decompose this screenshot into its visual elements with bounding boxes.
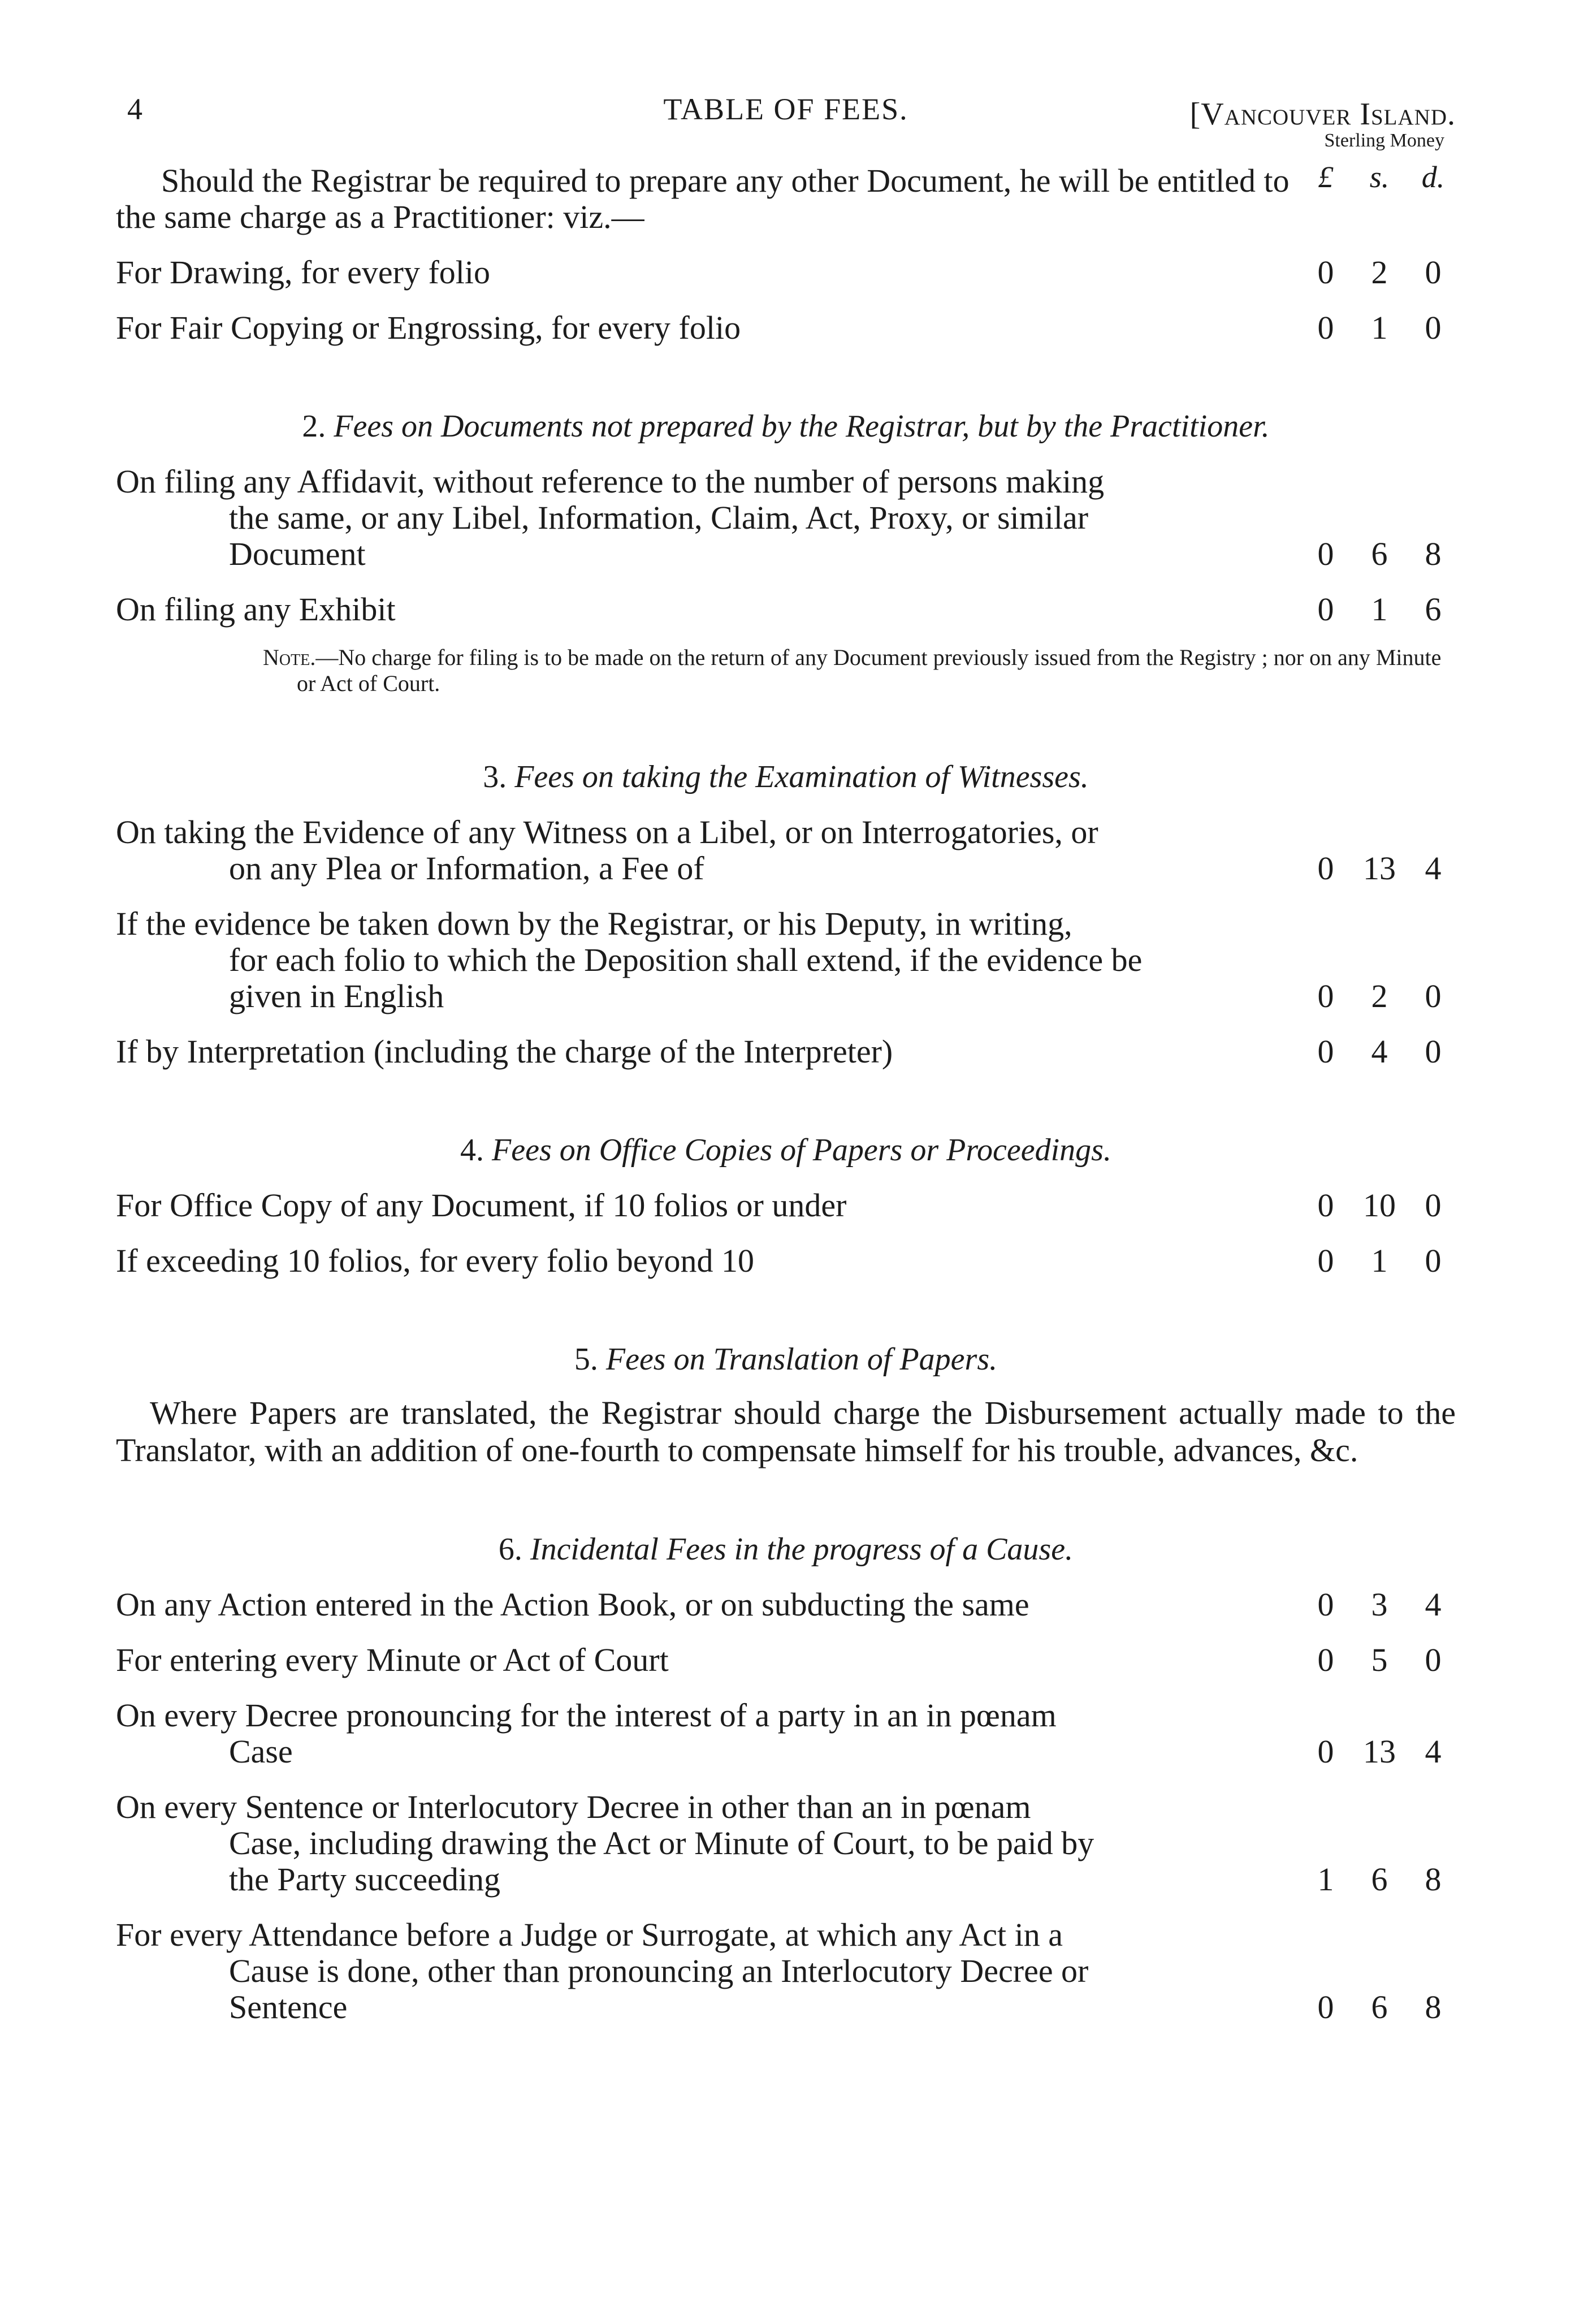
fee-description-line: If exceeding 10 folios, for every folio beyond 10: [116, 1242, 755, 1279]
fee-amount: [1303, 1734, 1456, 1770]
fee-shillings: 6: [1371, 535, 1388, 572]
fee-description-line: For Fair Copying or Engrossing, for every folio: [116, 309, 741, 346]
fee-amount: [1303, 591, 1456, 628]
fee-description-line: On filing any Affidavit, without reference to the number of persons making: [116, 463, 1105, 500]
fee-description-line: If by Interpretation (including the charge of the Interpreter): [116, 1033, 893, 1070]
section-2-items: [116, 464, 1456, 628]
fee-description: [116, 591, 1456, 628]
fee-item: [116, 814, 1456, 887]
fee-amount: [1303, 1034, 1456, 1070]
fee-item: [116, 464, 1456, 572]
shillings-symbol: s.: [1369, 160, 1390, 194]
section-title: Fees on Office Copies of Papers or Proceedings.: [492, 1133, 1111, 1168]
fee-item: [116, 906, 1456, 1014]
fee-pounds: 0: [1317, 591, 1334, 628]
pounds-symbol: £: [1318, 160, 1334, 194]
section-2-heading: [116, 408, 1456, 444]
fee-description: [116, 906, 1456, 1014]
section-3-items: [116, 814, 1456, 1070]
fee-description-line: Cause is done, other than pronouncing an Interlocutory Decree or: [229, 1952, 1089, 1989]
fee-shillings: 13: [1363, 1733, 1396, 1770]
fee-pounds: 0: [1317, 978, 1334, 1014]
fee-description-line: For Office Copy of any Document, if 10 folios or under: [116, 1187, 847, 1224]
currency-header: [116, 130, 1456, 202]
fee-description: [116, 1187, 1456, 1224]
fee-amount: [1303, 1243, 1456, 1279]
section-label: [Vancouver Island.: [1189, 97, 1456, 132]
section-4-items: [116, 1187, 1456, 1279]
fee-description: [116, 1587, 1456, 1623]
fee-description: [116, 1789, 1456, 1898]
fee-shillings: 4: [1371, 1033, 1388, 1070]
fee-amount: [1303, 978, 1456, 1014]
fee-item: [116, 310, 1456, 346]
note-label: Note.: [263, 645, 316, 670]
fee-description: [116, 310, 1456, 346]
fee-amount: [1303, 850, 1456, 887]
section-title: Fees on taking the Examination of Witnesses.: [514, 759, 1089, 794]
fee-amount: [1303, 1642, 1456, 1678]
currency-label: Sterling Money: [1324, 130, 1444, 151]
section-5-heading: [116, 1341, 1456, 1377]
fee-description: [116, 254, 1456, 291]
fee-description-line: Document: [229, 535, 366, 572]
note-text: —No charge for filing is to be made on the return of any Document previously issued from the Registry ; nor on any Minute or Act of Court.: [297, 645, 1442, 696]
fee-item: [116, 1697, 1456, 1770]
fee-pounds: 0: [1317, 1033, 1334, 1070]
fee-item: [116, 1789, 1456, 1898]
fee-pence: 4: [1425, 1733, 1442, 1770]
section-title: Fees on Translation of Papers.: [605, 1342, 998, 1377]
fee-amount: [1303, 254, 1456, 291]
fee-pence: 0: [1425, 1242, 1442, 1279]
section-6-heading: [116, 1531, 1456, 1567]
fee-pounds: 0: [1317, 850, 1334, 887]
intro-paragraph: Should the Registrar be required to prepare any other Document, he will be entitled to the same charge as a Practitioner: viz.—: [116, 162, 1290, 235]
fee-pounds: 1: [1317, 1861, 1334, 1898]
fee-pence: 4: [1425, 850, 1442, 887]
fee-pence: 0: [1425, 1033, 1442, 1070]
fee-description-line: On any Action entered in the Action Book, or on subducting the same: [116, 1586, 1029, 1623]
fee-item: [116, 1587, 1456, 1623]
fee-pence: 8: [1425, 535, 1442, 572]
fee-pence: 8: [1425, 1861, 1442, 1898]
fee-item: [116, 591, 1456, 628]
fee-amount: [1303, 536, 1456, 572]
document-page: [116, 85, 1456, 2025]
fee-shillings: 2: [1371, 254, 1388, 291]
fee-description-line: on any Plea or Information, a Fee of: [229, 850, 704, 887]
fee-description-line: If the evidence be taken down by the Registrar, or his Deputy, in writing,: [116, 905, 1072, 942]
fee-description-line: given in English: [229, 978, 444, 1014]
fee-shillings: 1: [1371, 1242, 1388, 1279]
fee-description-line: For every Attendance before a Judge or Surrogate, at which any Act in a: [116, 1916, 1063, 1953]
fee-pence: 8: [1425, 1989, 1442, 2025]
fee-description: [116, 1917, 1456, 2025]
fee-description-line: for each folio to which the Deposition shall extend, if the evidence be: [229, 941, 1143, 978]
section-6-items: [116, 1587, 1456, 2025]
fee-pounds: 0: [1317, 1586, 1334, 1623]
fee-description: [116, 1642, 1456, 1678]
fee-pence: 4: [1425, 1586, 1442, 1623]
fee-pounds: 0: [1317, 1242, 1334, 1279]
fee-shillings: 6: [1371, 1989, 1388, 2025]
section-5-text: Where Papers are translated, the Registrar should charge the Disbursement actually made to the Translator, with an addition of one-fourth to compensate himself for his trouble, advances, &c.: [116, 1394, 1456, 1468]
fee-shillings: 13: [1363, 850, 1396, 887]
fee-pence: 0: [1425, 1187, 1442, 1224]
fee-pence: 0: [1425, 978, 1442, 1014]
fee-amount: [1303, 1861, 1456, 1898]
fee-shillings: 2: [1371, 978, 1388, 1014]
fee-item: [116, 1243, 1456, 1279]
fee-description-line: For entering every Minute or Act of Court: [116, 1642, 669, 1678]
section-title: Incidental Fees in the progress of a Cause.: [530, 1532, 1074, 1567]
fee-description-line: On taking the Evidence of any Witness on a Libel, or on Interrogatories, or: [116, 814, 1098, 850]
fee-description-line: the Party succeeding: [229, 1861, 500, 1898]
fee-description-line: Case: [229, 1733, 293, 1770]
fee-item: [116, 1187, 1456, 1224]
fee-description-line: For Drawing, for every folio: [116, 254, 490, 291]
intro-items: [116, 254, 1456, 346]
fee-description-line: Sentence: [229, 1989, 348, 2025]
fee-pence: 6: [1425, 591, 1442, 628]
fee-pounds: 0: [1317, 535, 1334, 572]
fee-shillings: 6: [1371, 1861, 1388, 1898]
fee-amount: [1303, 310, 1456, 346]
fee-pence: 0: [1425, 1642, 1442, 1678]
fee-item: [116, 1642, 1456, 1678]
pence-symbol: d.: [1421, 160, 1445, 194]
fee-pence: 0: [1425, 254, 1442, 291]
fee-pence: 0: [1425, 309, 1442, 346]
fee-shillings: 5: [1371, 1642, 1388, 1678]
fee-description-line: Case, including drawing the Act or Minute of Court, to be paid by: [229, 1825, 1094, 1861]
fee-description-line: On every Decree pronouncing for the interest of a party in an in pœnam: [116, 1697, 1057, 1734]
fee-item: [116, 1917, 1456, 2025]
fee-item: [116, 1034, 1456, 1070]
fee-shillings: 10: [1363, 1187, 1396, 1224]
section-number: 4.: [460, 1133, 484, 1168]
fee-amount: [1303, 1587, 1456, 1623]
fee-shillings: 3: [1371, 1586, 1388, 1623]
fee-shillings: 1: [1371, 309, 1388, 346]
fee-pounds: 0: [1317, 254, 1334, 291]
fee-pounds: 0: [1317, 1989, 1334, 2025]
section-2-note: [116, 645, 1456, 697]
running-header: [116, 85, 1456, 130]
fee-description: [116, 464, 1456, 572]
fee-description: [116, 1697, 1456, 1770]
fee-description: [116, 1243, 1456, 1279]
page-title: TABLE OF FEES.: [663, 92, 908, 126]
fee-pounds: 0: [1317, 1642, 1334, 1678]
fee-description-line: the same, or any Libel, Information, Claim, Act, Proxy, or similar: [229, 499, 1089, 536]
section-number: 6.: [498, 1532, 522, 1567]
fee-description-line: On every Sentence or Interlocutory Decree in other than an in pœnam: [116, 1789, 1031, 1825]
fee-item: [116, 254, 1456, 291]
section-number: 2.: [302, 409, 326, 444]
fee-pounds: 0: [1317, 1733, 1334, 1770]
section-3-heading: [116, 759, 1456, 795]
fee-pounds: 0: [1317, 1187, 1334, 1224]
fee-description-line: On filing any Exhibit: [116, 591, 396, 628]
page-number: 4: [127, 92, 142, 126]
fee-description: [116, 814, 1456, 887]
section-4-heading: [116, 1132, 1456, 1168]
fee-amount: [1303, 1187, 1456, 1224]
section-number: 3.: [483, 759, 507, 794]
section-title: Fees on Documents not prepared by the Registrar, but by the Practitioner.: [334, 409, 1270, 444]
fee-shillings: 1: [1371, 591, 1388, 628]
fee-amount: [1303, 1989, 1456, 2025]
fee-pounds: 0: [1317, 309, 1334, 346]
section-number: 5.: [574, 1342, 598, 1377]
fee-description: [116, 1034, 1456, 1070]
